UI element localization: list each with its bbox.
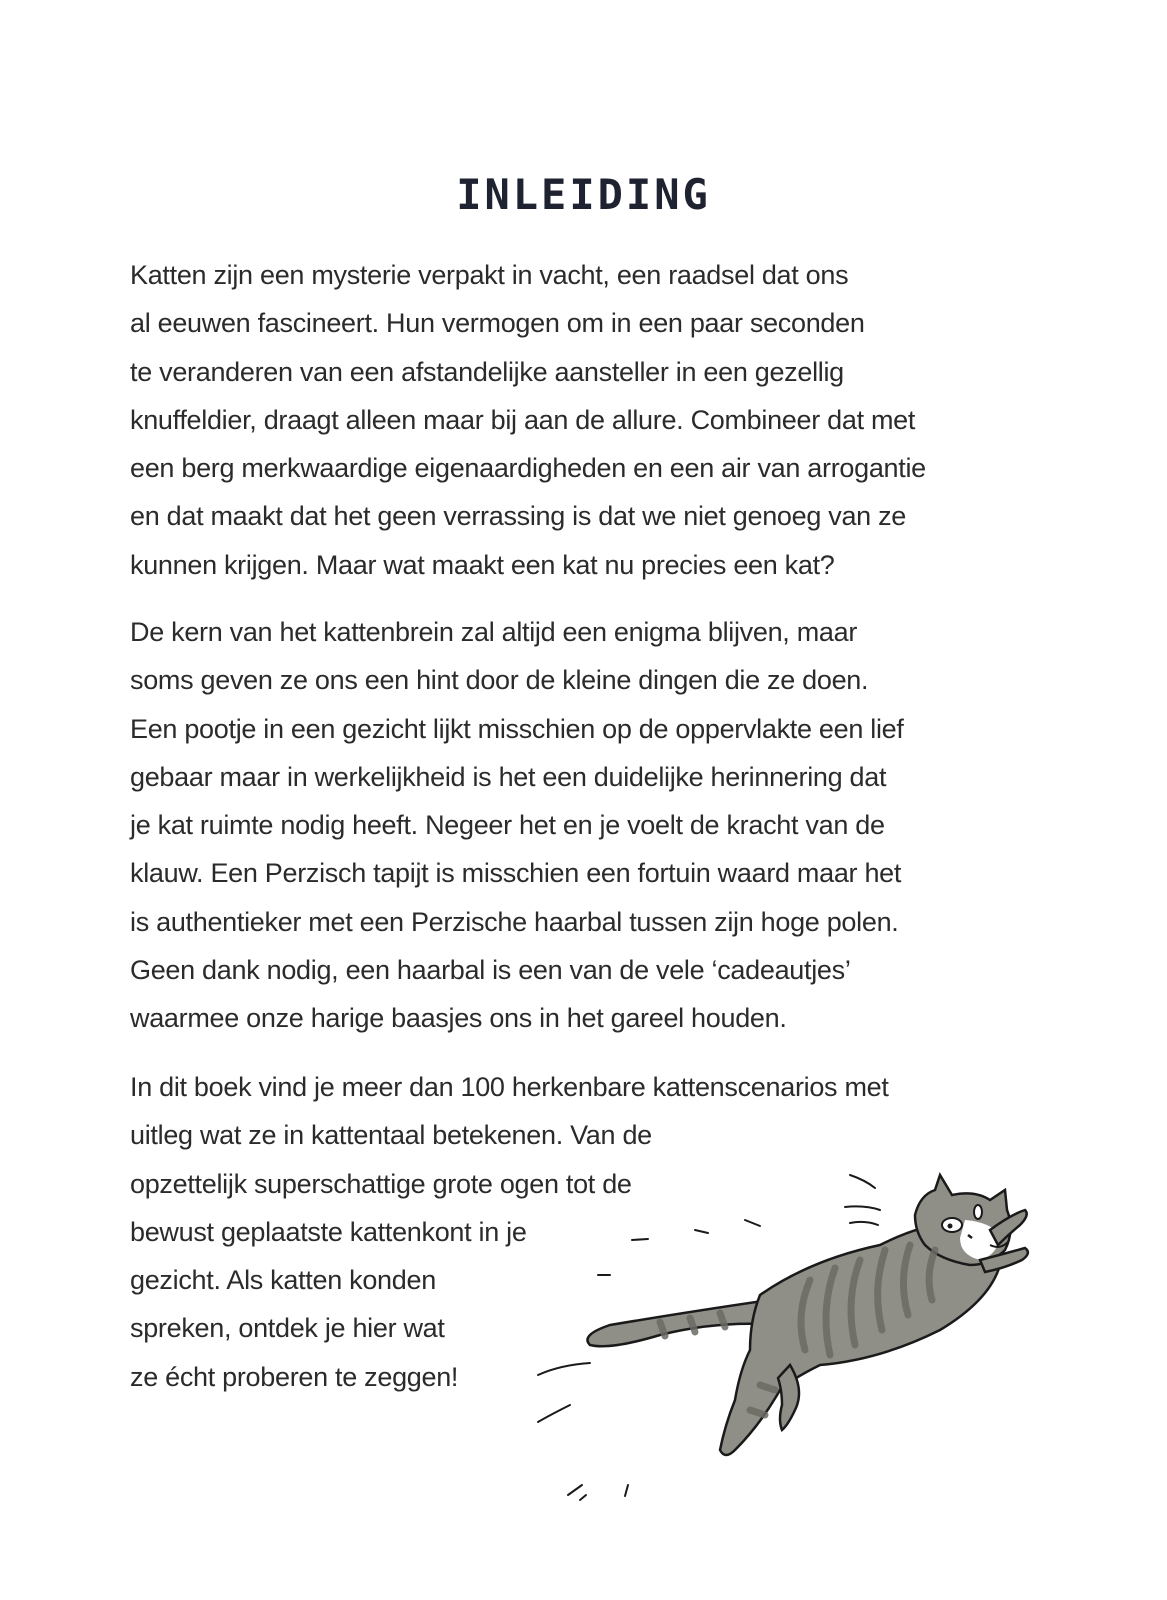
text-line: knuffeldier, draagt alleen maar bij aan de allure. Combineer dat met [130,404,916,435]
text-line: bewust geplaatste kattenkont in je [130,1216,527,1247]
text-line: je kat ruimte nodig heeft. Negeer het en je voelt de kracht van de [130,810,885,841]
text-line: ze écht proberen te zeggen! [130,1361,459,1392]
paragraph-intro [130,251,926,589]
cat-eye [974,1205,982,1219]
text-line: uitleg wat ze in kattentaal betekenen. Van de [130,1120,652,1151]
text-line: een berg merkwaardige eigenaardigheden en een air van arrogantie [130,453,926,484]
text-line: spreken, ontdek je hier wat [130,1313,445,1344]
paragraph-cat-brain [130,608,904,1043]
text-line: waarmee onze harige baasjes ons in het gareel houden. [130,1003,787,1034]
text-line: te veranderen van een afstandelijke aansteller in een gezellig [130,356,844,387]
text-line: en dat maakt dat het geen verrassing is dat we niet genoeg van ze [130,501,907,532]
text-line: is authentieker met een Perzische haarbal tussen zijn hoge polen. [130,906,899,937]
text-line: In dit boek vind je meer dan 100 herkenbare kattenscenarios met [130,1072,889,1102]
text-line: al eeuwen fascineert. Hun vermogen om in een paar seconden [130,308,865,339]
text-line: Een pootje in een gezicht lijkt misschien op de oppervlakte een lief [130,713,904,744]
text-line: klauw. Een Perzisch tapijt is misschien een fortuin waard maar het [130,858,902,889]
text-line: soms geven ze ons een hint door de kleine dingen die ze doen. [130,665,869,696]
text-line: gebaar maar in werkelijkheid is het een duidelijke herinnering dat [130,761,887,792]
text-line: Geen dank nodig, een haarbal is een van de vele ‘cadeautjes’ [130,955,851,986]
text-line: De kern van het kattenbrein zal altijd een enigma blijven, maar [130,617,858,647]
page-title: INLEIDING [456,170,711,219]
leaping-tabby-cat-icon [520,1150,1120,1530]
text-line: gezicht. Als katten konden [130,1265,436,1296]
text-line: kunnen krijgen. Maar wat maakt een kat nu precies een kat? [130,549,835,580]
text-line: opzettelijk superschattige grote ogen tot de [130,1168,632,1199]
cat-hind-leg [778,1365,799,1430]
text-line: Katten zijn een mysterie verpakt in vacht, een raadsel dat ons [130,260,849,290]
